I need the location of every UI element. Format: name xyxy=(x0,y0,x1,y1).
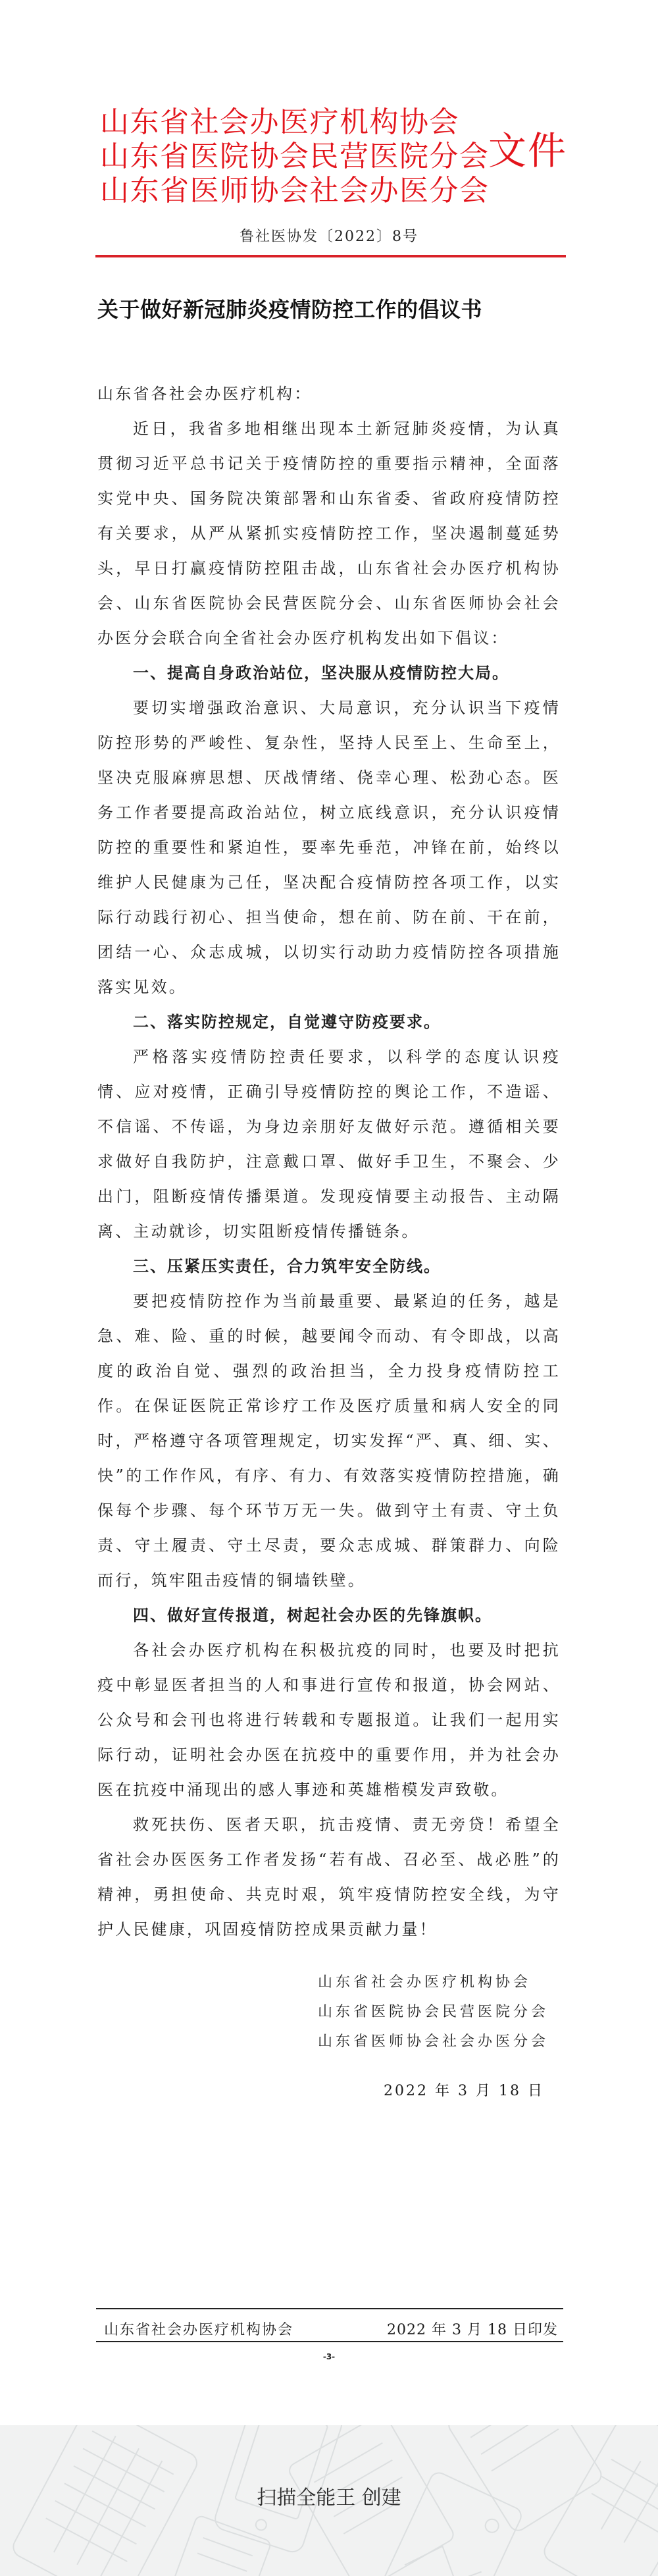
section-heading-3: 三、压紧压实责任，合力筑牢安全防线。 xyxy=(133,1257,441,1275)
section-heading-2: 二、落实防控规定，自觉遵守防疫要求。 xyxy=(133,1013,441,1031)
page-number: -3- xyxy=(322,2352,336,2361)
scanner-watermark-text: 扫描全能王 创建 xyxy=(257,2486,401,2509)
section-paragraph-1: 要切实增强政治意识、大局意识，充分认识当下疫情防控形势的严峻性、复杂性，坚持人民至上、生命至上，坚决克服麻痹思想、厌战情绪、侥幸心理、松劲心态。医务工作者要提高政治站位，树立底线意识，充分认识疫情防控的重要性和紧迫性，要率先垂范，冲锋在前，始终以维护人民健康为己任，坚决配合疫情防控各项工作，以实际行动践行初心、担当使命，想在前、防在前、干在前，团结一心、众志成城，以切实行动助力疫情防控各项措施落实见效。 xyxy=(97,699,561,996)
red-divider xyxy=(95,255,566,257)
signature-2: 山东省医院协会民营医院分会 xyxy=(318,2004,549,2020)
closing-paragraph: 救死扶伤、医者天职，抗击疫情、责无旁贷！希望全省社会办医医务工作者发扬“若有战、召必至、战必胜”的精神，勇担使命、共克时艰，筑牢疫情防控安全线，为守护人民健康，巩固疫情防控成果贡献力量！ xyxy=(97,1815,561,1939)
document-type-label: 文件 xyxy=(488,128,568,173)
section-heading-4: 四、做好宣传报道，树起社会办医的先锋旗帜。 xyxy=(133,1606,492,1624)
document-number: 鲁社医协发〔2022〕8号 xyxy=(240,228,418,245)
footer-print-date: 2022 年 3 月 18 日印发 xyxy=(387,2322,558,2338)
section-heading-1: 一、提高自身政治站位，坚决服从疫情防控大局。 xyxy=(133,664,509,682)
issuer-line-3: 山东省医师协会社会办医分会 xyxy=(100,174,490,207)
section-paragraph-4: 各社会办医疗机构在积极抗疫的同时，也要及时把抗疫中彰显医者担当的人和事进行宣传和报道，协会网站、公众号和会刊也将进行转载和专题报道。让我们一起用实际行动，证明社会办医在抗疫中的重要作用，并为社会办医在抗疫中涌现出的感人事迹和英雄楷模发声致敬。 xyxy=(97,1641,561,1799)
footer-top-rule xyxy=(96,2308,563,2309)
signature-3: 山东省医师协会社会办医分会 xyxy=(318,2033,549,2050)
signature-1: 山东省社会办医疗机构协会 xyxy=(318,1974,532,1991)
section-paragraph-2: 严格落实疫情防控责任要求，以科学的态度认识疫情、应对疫情，正确引导疫情防控的舆论工作，不造谣、不信谣、不传谣，为身边亲朋好友做好示范。遵循相关要求做好自我防护，注意戴口罩、做好手卫生，不聚会、少出门，阻断疫情传播渠道。发现疫情要主动报告、主动隔离、主动就诊，切实阻断疫情传播链条。 xyxy=(97,1048,561,1241)
issuer-line-2: 山东省医院协会民营医院分会 xyxy=(100,140,490,173)
footer-issuer: 山东省社会办医疗机构协会 xyxy=(104,2322,294,2338)
salutation: 山东省各社会办医疗机构： xyxy=(97,385,313,403)
intro-paragraph: 近日，我省多地相继出现本土新冠肺炎疫情，为认真贯彻习近平总书记关于疫情防控的重要指示精神，全面落实党中央、国务院决策部署和山东省委、省政府疫情防控有关要求，从严从紧抓实疫情防控工作，坚决遏制蔓延势头，早日打赢疫情防控阻击战，山东省社会办医疗机构协会、山东省医院协会民营医院分会、山东省医师协会社会办医分会联合向全省社会办医疗机构发出如下倡议： xyxy=(97,419,561,647)
section-paragraph-3: 要把疫情防控作为当前最重要、最紧迫的任务，越是急、难、险、重的时候，越要闻令而动、有令即战，以高度的政治自觉、强烈的政治担当，全力投身疫情防控工作。在保证医院正常诊疗工作及医疗质量和病人安全的同时，严格遵守各项管理规定，切实发挥“严、真、细、实、快”的工作作风，有序、有力、有效落实疫情防控措施，确保每个步骤、每个环节万无一失。做到守土有责、守土负责、守土履责、守土尽责，要众志成城、群策群力、向险而行，筑牢阻击疫情的铜墙铁壁。 xyxy=(97,1292,561,1590)
footer-bottom-rule xyxy=(96,2341,563,2342)
document-body xyxy=(97,377,561,1947)
document-title: 关于做好新冠肺炎疫情防控工作的倡议书 xyxy=(97,297,483,322)
issuer-line-1: 山东省社会办医疗机构协会 xyxy=(100,105,459,139)
signature-date: 2022 年 3 月 18 日 xyxy=(384,2083,544,2099)
